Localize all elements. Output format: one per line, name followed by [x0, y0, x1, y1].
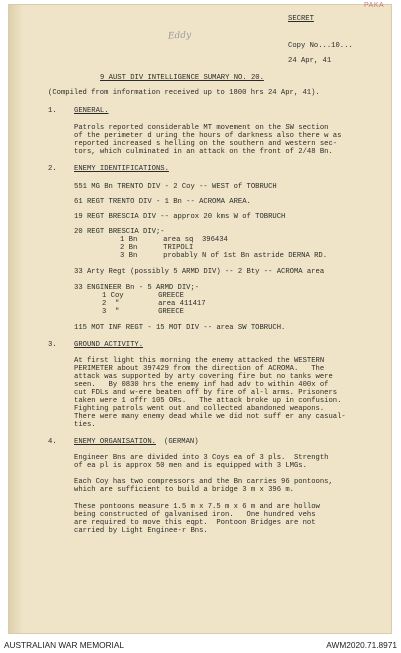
- section-3-line: attack was supported by arty covering fire but no tanks were: [74, 373, 333, 381]
- section-3-line: PERIMETER about 397429 from the direction of ACROMA. The: [74, 365, 325, 373]
- section-3-heading: GROUND ACTIVITY.: [74, 341, 144, 349]
- section-3-line: taken were 1 offr 105 ORs. The attack broke up in confusion.: [74, 397, 342, 405]
- section-2-heading: ENEMY IDENTIFICATIONS.: [74, 165, 169, 173]
- section-3-line: Fighting patrols went out and collected abandoned weapons.: [74, 405, 325, 413]
- copy-number: Copy No...10...: [288, 42, 353, 50]
- section-4-line: These pontoons measure 1.5 m x 7.5 m x 6 m and are hollow: [74, 503, 320, 511]
- identification-subline: 1 Bn area sq 396434: [120, 236, 228, 244]
- section-3-line: ties.: [74, 421, 96, 429]
- identification-subline: 2 Bn TRIPOLI: [120, 244, 194, 252]
- identification-line: 33 Arty Regt (possibly 5 ARMD DIV) -- 2 Bty -- ACROMA area: [74, 268, 325, 276]
- identification-line: 33 ENGINEER Bn - 5 ARMD DIV;-: [74, 284, 200, 292]
- archive-stamp: PAKA: [364, 2, 385, 9]
- identification-subline: 1 Coy GREECE: [102, 292, 184, 300]
- section-4-line: Engineer Bns are divided into 3 Coys ea of 3 pls. Strength: [74, 454, 329, 462]
- document-date: 24 Apr, 41: [288, 57, 332, 65]
- identification-subline: 2 " area 411417: [102, 300, 206, 308]
- section-4-line: which are sufficient to build a bridge 3 m x 396 m.: [74, 486, 294, 494]
- section-1-heading: GENERAL.: [74, 107, 109, 115]
- identification-subline: 3 Bn probably N of 1st Bn astride DERNA RD.: [120, 252, 328, 260]
- section-1-line: tors, which culminated in an attack on the front of 2/48 Bn.: [74, 148, 333, 156]
- section-1-line: Patrols reported considerable MT movement on the SW section: [74, 124, 329, 132]
- section-3-line: seen. By 0830 hrs the enemy inf had adv to within 400x of: [74, 381, 329, 389]
- document-title: 9 AUST DIV INTELLIGENCE SUMARY NO. 20.: [100, 74, 264, 82]
- document-subtitle: (Compiled from information received up to 1800 hrs 24 Apr, 41).: [48, 89, 320, 97]
- section-2-number: 2.: [48, 165, 57, 173]
- identification-line: 19 REGT BRESCIA DIV -- approx 20 kms W of TOBRUCH: [74, 213, 286, 221]
- section-4-line: carried by Light Enginee-r Bns.: [74, 527, 208, 535]
- document-page: [8, 4, 392, 634]
- section-4-line: are required to move this eqpt. Pontoon Bridges are not: [74, 519, 316, 527]
- section-3-line: At first light this morning the enemy attacked the WESTERN: [74, 357, 325, 365]
- identification-line: 551 MG Bn TRENTO DIV - 2 Coy -- WEST of TOBRUCH: [74, 183, 277, 191]
- section-4-line: of ea pl is approx 50 men and is equipped with 3 LMGs.: [74, 462, 307, 470]
- section-3-line: There were many enemy dead while we did not suff er any casual-: [74, 413, 346, 421]
- section-1-number: 1.: [48, 107, 57, 115]
- footer-accession-number: AWM2020.71.8971: [326, 640, 397, 650]
- section-3-line: cut FDLs and w-ere beaten off by fire of al-l arms. Prisoners: [74, 389, 338, 397]
- section-4-heading-note: (GERMAN): [164, 438, 199, 446]
- section-4-line: being constructed of galvanised iron. One hundred vehs: [74, 511, 316, 519]
- identification-line: 61 REGT TRENTO DIV - 1 Bn -- ACROMA AREA.: [74, 198, 251, 206]
- identification-subline: 3 " GREECE: [102, 308, 184, 316]
- footer-institution: AUSTRALIAN WAR MEMORIAL: [4, 640, 125, 650]
- section-4-number: 4.: [48, 438, 57, 446]
- section-4-line: Each Coy has two compressors and the Bn carries 96 pontoons,: [74, 478, 333, 486]
- section-1-line: of the perimeter d uring the hours of darkness also there w as: [74, 132, 342, 140]
- handwritten-mark: Eddy: [167, 30, 192, 42]
- section-4-heading: ENEMY ORGANISATION.: [74, 438, 156, 446]
- section-3-number: 3.: [48, 341, 57, 349]
- footer-bar: [0, 637, 401, 653]
- identification-line: 115 MOT INF REGT - 15 MOT DIV -- area SW TOBRUCH.: [74, 324, 286, 332]
- section-1-line: reported increased s helling on the southern and western sec-: [74, 140, 338, 148]
- secret-marking: SECRET: [288, 15, 314, 23]
- identification-line: 20 REGT BRESCIA DIV;-: [74, 228, 165, 236]
